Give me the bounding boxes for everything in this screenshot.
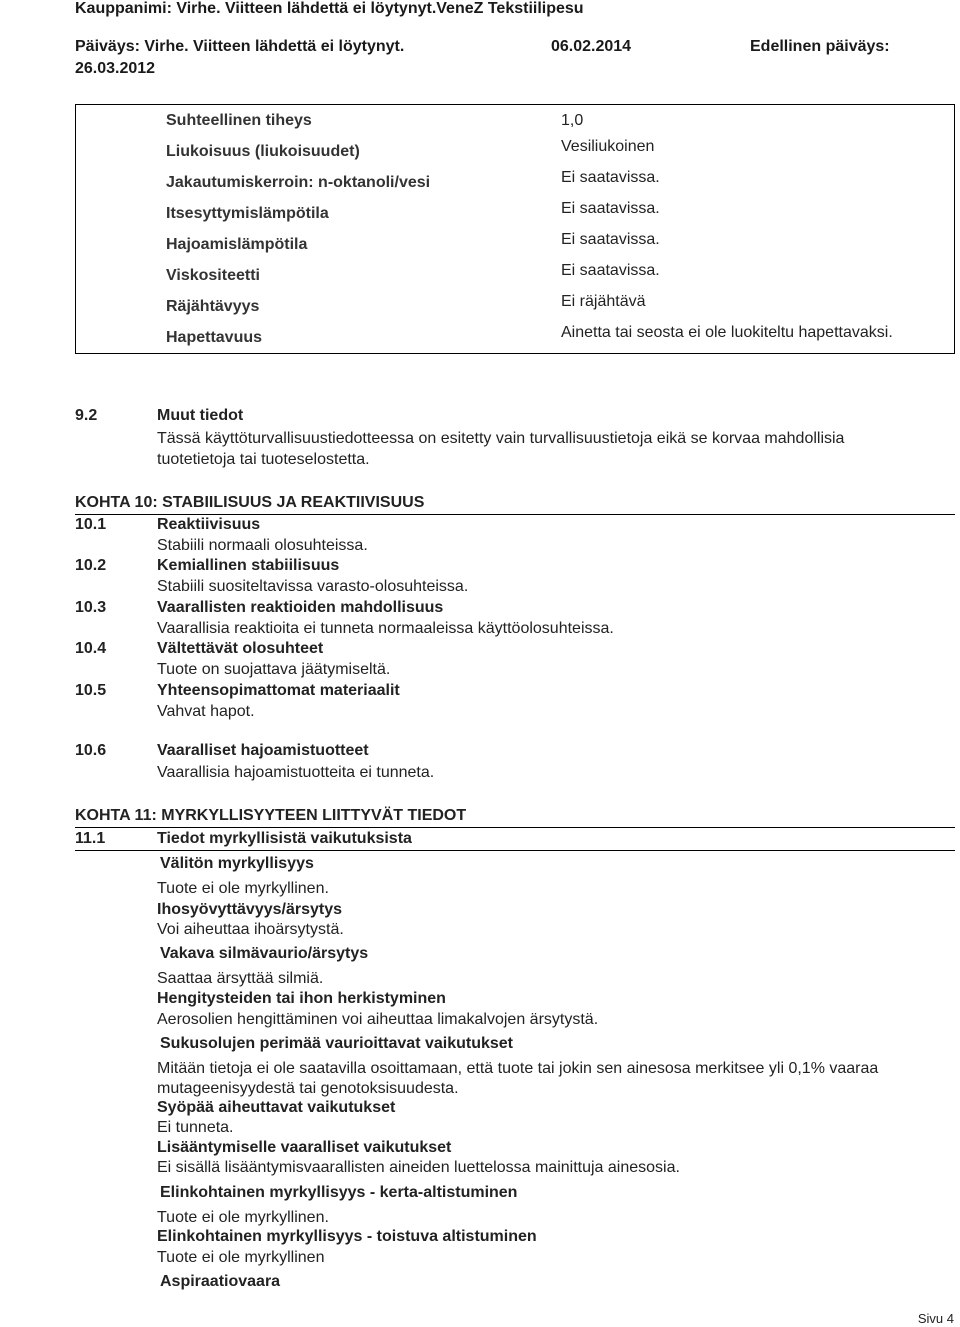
hazard-title: Aspiraatiovaara bbox=[160, 1273, 281, 1290]
subsection-number: 10.1 bbox=[75, 516, 107, 533]
subsection-title: Vaaralliset hajoamistuotteet bbox=[157, 742, 369, 759]
hazard-title: Elinkohtainen myrkyllisyys - kerta-altistuminen bbox=[160, 1184, 518, 1201]
subsection-text: Stabiili normaali olosuhteissa. bbox=[157, 537, 368, 554]
page-number: Sivu 4 bbox=[917, 1311, 954, 1326]
subsection-number: 10.4 bbox=[75, 640, 107, 657]
property-label: Viskositeetti bbox=[166, 267, 260, 284]
section-title: Muut tiedot bbox=[157, 407, 244, 424]
property-value: Ei saatavissa. bbox=[561, 262, 660, 279]
subsection-number: 10.3 bbox=[75, 599, 107, 616]
property-label: Jakautumiskerroin: n-oktanoli/vesi bbox=[166, 174, 431, 191]
subsection-title: Yhteensopimattomat materiaalit bbox=[157, 682, 400, 699]
subsection-title: Vältettävät olosuhteet bbox=[157, 640, 324, 657]
subsection-title: Tiedot myrkyllisistä vaikutuksista bbox=[157, 830, 412, 847]
property-value: Ei saatavissa. bbox=[561, 169, 660, 186]
hazard-text: Tuote ei ole myrkyllinen. bbox=[157, 880, 329, 897]
subsection-number: 10.6 bbox=[75, 742, 107, 759]
subsection-text: Vahvat hapot. bbox=[157, 703, 255, 720]
property-value: Ainetta tai seosta ei ole luokiteltu hapettavaksi. bbox=[561, 324, 893, 341]
hazard-title: Välitön myrkyllisyys bbox=[160, 855, 314, 872]
subsection-text: Vaarallisia reaktioita ei tunneta normaaleissa käyttöolosuhteissa. bbox=[157, 620, 614, 637]
subsection-number: 10.5 bbox=[75, 682, 107, 699]
property-value: Ei saatavissa. bbox=[561, 231, 660, 248]
subsection-text: Stabiili suositeltavissa varasto-olosuhteissa. bbox=[157, 578, 469, 595]
subsection-title: Reaktiivisuus bbox=[157, 516, 261, 533]
hazard-text: Ei sisällä lisääntymisvaarallisten aineiden luettelossa mainittuja ainesosia. bbox=[157, 1159, 680, 1176]
hazard-text: Aerosolien hengittäminen voi aiheuttaa limakalvojen ärsytystä. bbox=[157, 1011, 599, 1028]
hazard-text: mutageenisyydestä tai genotoksisuudesta. bbox=[157, 1080, 459, 1097]
property-value: Ei saatavissa. bbox=[561, 200, 660, 217]
header-previous-date-label: Edellinen päiväys: bbox=[750, 38, 890, 55]
properties-table bbox=[75, 104, 955, 354]
subsection-number: 11.1 bbox=[75, 830, 106, 847]
divider bbox=[75, 850, 955, 851]
section-number: 9.2 bbox=[75, 407, 98, 424]
header-revision-date: 06.02.2014 bbox=[551, 38, 632, 55]
subsection-text: Vaarallisia hajoamistuotteita ei tunneta. bbox=[157, 764, 435, 781]
section-text: Tässä käyttöturvallisuustiedotteessa on esitetty vain turvallisuustietoja eikä se korvaa mahdollisia bbox=[157, 430, 845, 447]
hazard-title: Lisääntymiselle vaaralliset vaikutukset bbox=[157, 1139, 452, 1156]
property-label: Liukoisuus (liukoisuudet) bbox=[166, 143, 360, 160]
hazard-title: Ihosyövyttävyys/ärsytys bbox=[157, 901, 342, 918]
hazard-text: Mitään tietoja ei ole saatavilla osoittamaan, että tuote tai jokin sen ainesosa merkitsee yli 0,1% vaaraa bbox=[157, 1060, 879, 1077]
hazard-title: Sukusolujen perimää vaurioittavat vaikutukset bbox=[160, 1035, 514, 1052]
hazard-title: Syöpää aiheuttavat vaikutukset bbox=[157, 1099, 396, 1116]
property-value: Ei räjähtävä bbox=[561, 293, 646, 310]
hazard-text: Saattaa ärsyttää silmiä. bbox=[157, 970, 324, 987]
section-text: tuotetietoja tai tuoteselostetta. bbox=[157, 451, 370, 468]
property-label: Itsesyttymislämpötila bbox=[166, 205, 329, 222]
hazard-text: Tuote ei ole myrkyllinen. bbox=[157, 1209, 329, 1226]
header-previous-date: 26.03.2012 bbox=[75, 60, 156, 77]
hazard-title: Elinkohtainen myrkyllisyys - toistuva altistuminen bbox=[157, 1228, 537, 1245]
property-label: Räjähtävyys bbox=[166, 298, 260, 315]
divider bbox=[75, 827, 955, 828]
hazard-text: Ei tunneta. bbox=[157, 1119, 234, 1136]
divider bbox=[75, 514, 955, 515]
property-value: Vesiliukoinen bbox=[561, 138, 655, 155]
property-value: 1,0 bbox=[561, 112, 584, 129]
property-label: Suhteellinen tiheys bbox=[166, 112, 312, 129]
property-label: Hapettavuus bbox=[166, 329, 263, 346]
property-label: Hajoamislämpötila bbox=[166, 236, 308, 253]
header-date: Päiväys: Virhe. Viitteen lähdettä ei löytynyt. bbox=[75, 38, 405, 55]
subsection-number: 10.2 bbox=[75, 557, 107, 574]
hazard-text: Voi aiheuttaa ihoärsytystä. bbox=[157, 921, 344, 938]
subsection-text: Tuote on suojattava jäätymiseltä. bbox=[157, 661, 391, 678]
hazard-title: Hengitysteiden tai ihon herkistyminen bbox=[157, 990, 446, 1007]
subsection-title: Vaarallisten reaktioiden mahdollisuus bbox=[157, 599, 444, 616]
subsection-title: Kemiallinen stabiilisuus bbox=[157, 557, 340, 574]
section-11-heading: KOHTA 11: MYRKYLLISYYTEEN LIITTYVÄT TIEDOT bbox=[75, 807, 467, 824]
hazard-text: Tuote ei ole myrkyllinen bbox=[157, 1249, 325, 1266]
header-trade-name: Kauppanimi: Virhe. Viitteen lähdettä ei löytynyt.VeneZ Tekstiilipesu bbox=[75, 0, 584, 17]
hazard-title: Vakava silmävaurio/ärsytys bbox=[160, 945, 369, 962]
section-10-heading: KOHTA 10: STABIILISUUS JA REAKTIIVISUUS bbox=[75, 494, 425, 511]
